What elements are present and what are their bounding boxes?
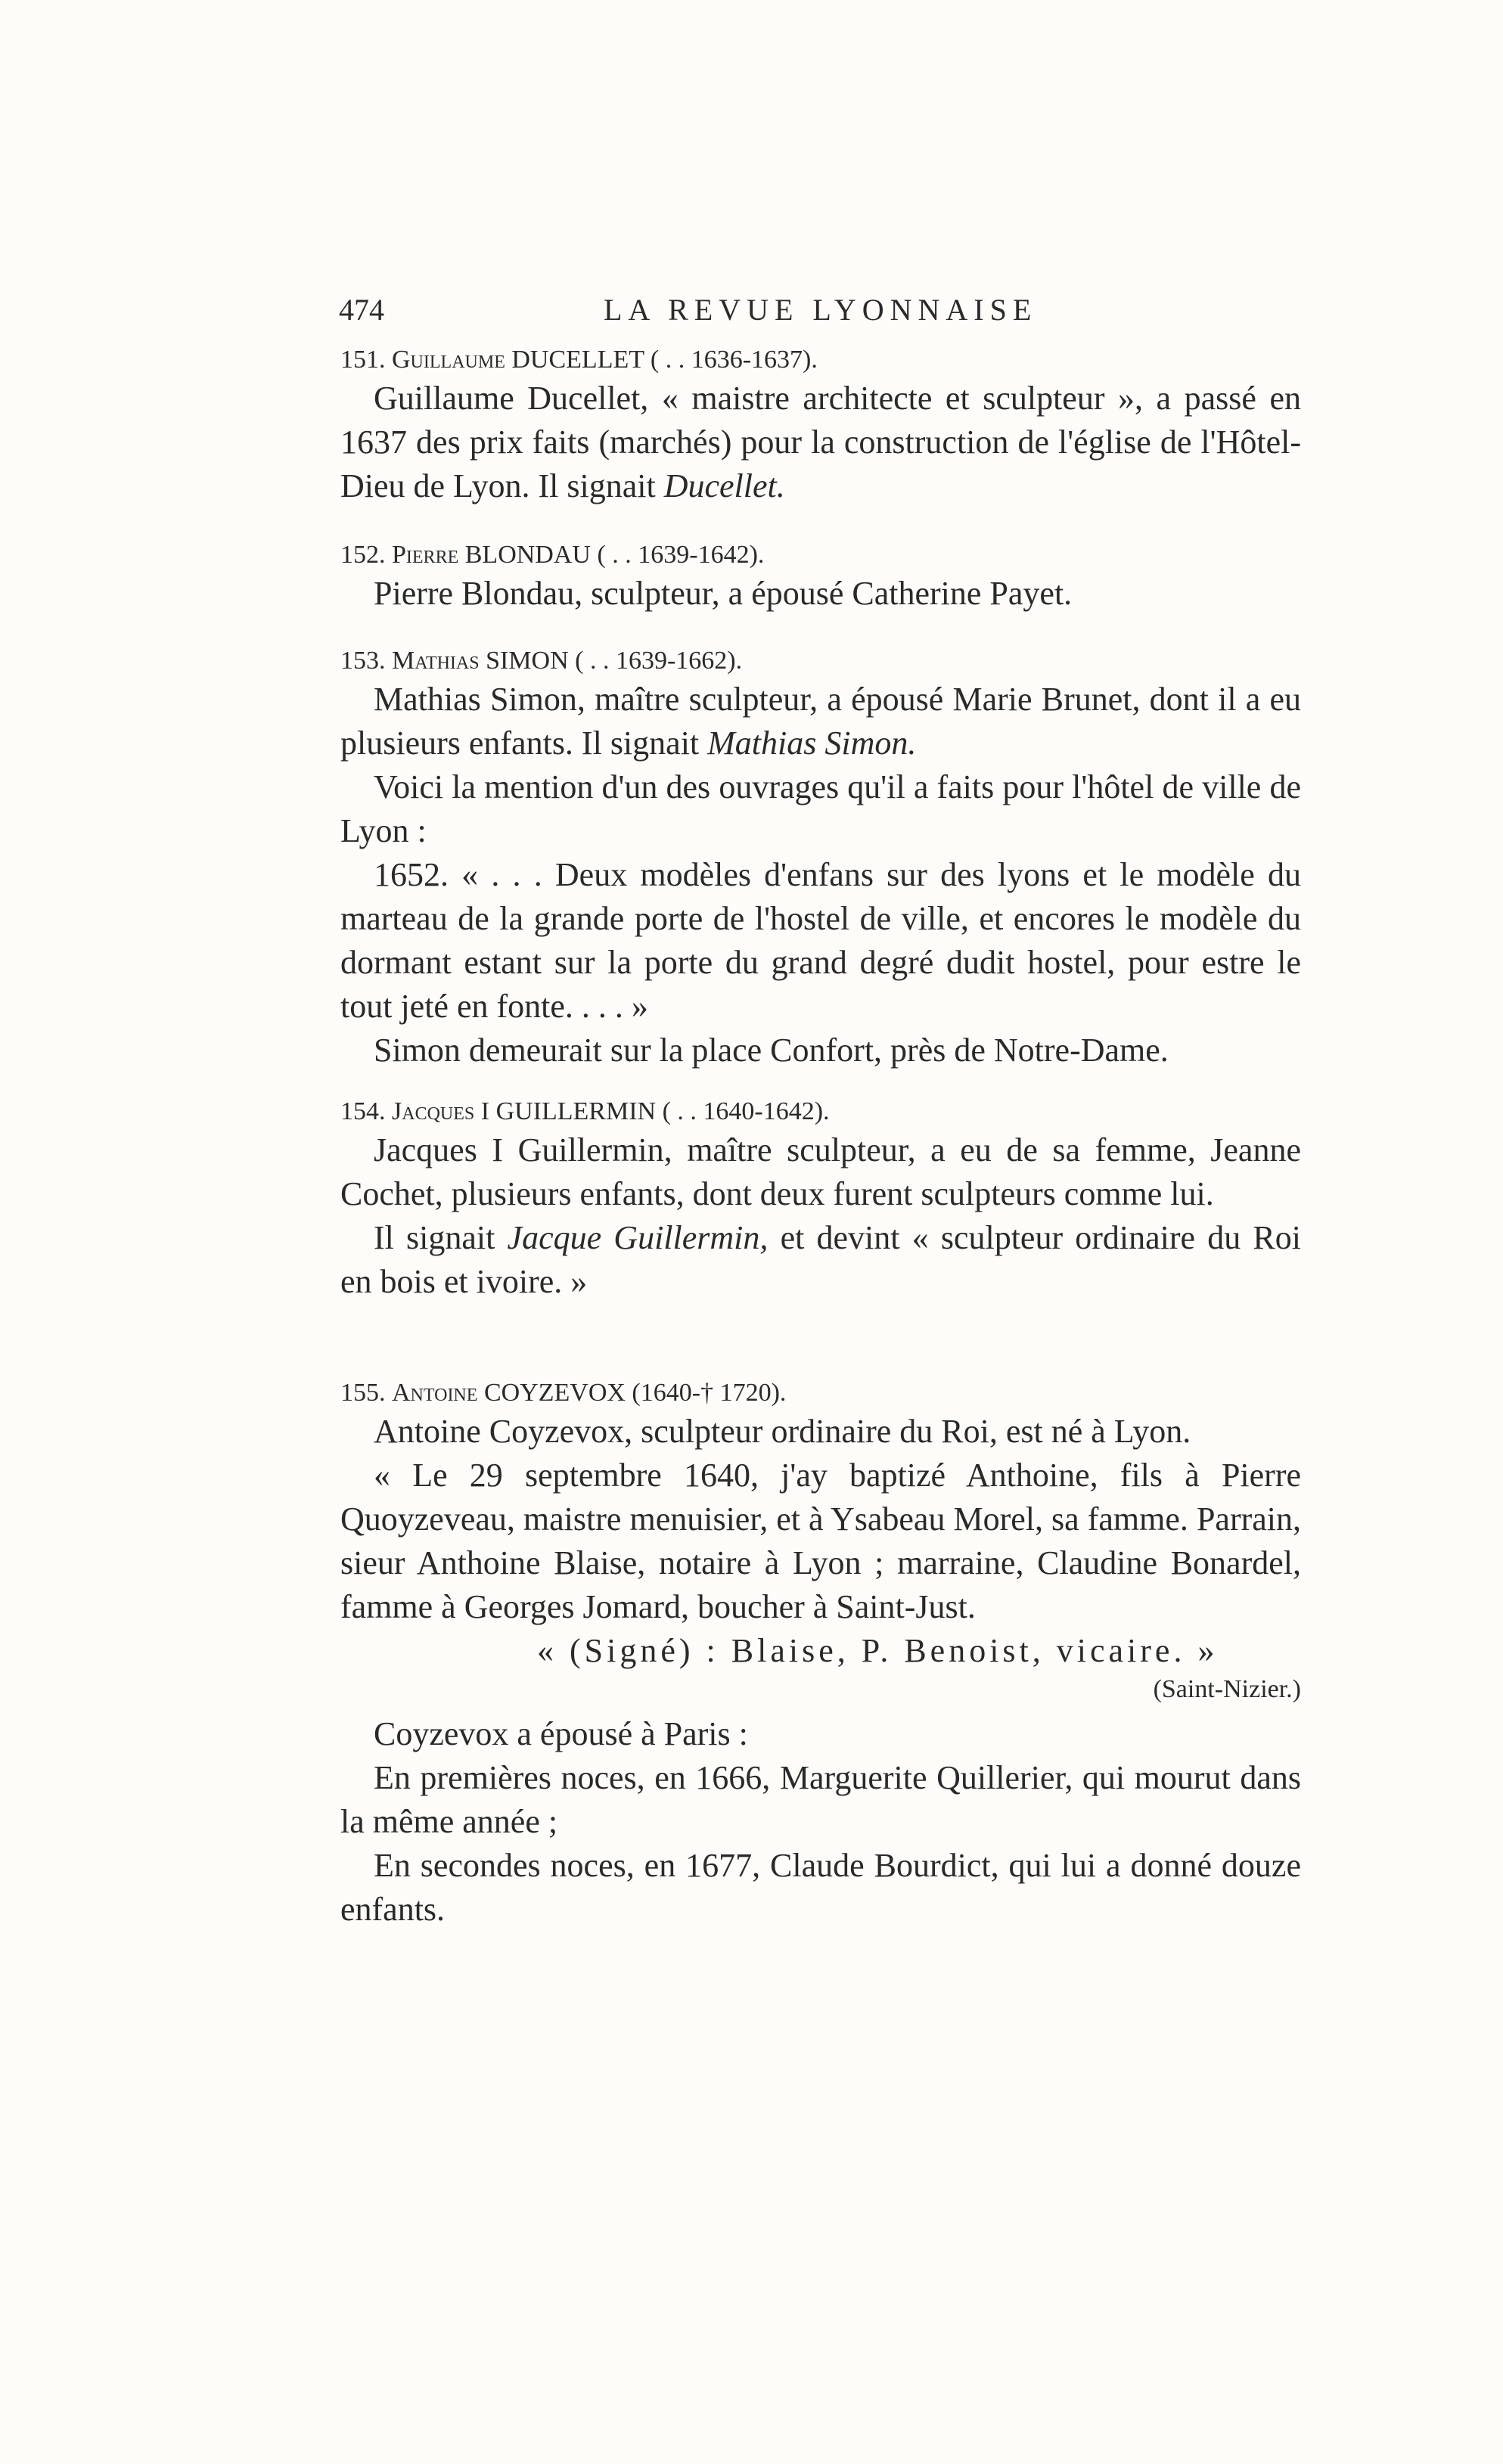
entry-151: [340, 343, 1301, 508]
entry-152: [340, 538, 1301, 616]
signature-line: « (Signé) : Blaise, P. Benoist, vicaire. »: [537, 1632, 1219, 1669]
paragraph: Guillaume Ducellet, « maistre architecte et sculpteur », a passé en 1637 des prix faits (marchés) pour la construction de l'église de l'Hôtel-Dieu de Lyon. Il signait Ducellet.: [340, 380, 1301, 504]
paragraph: 1652. « . . . Deux modèles d'enfans sur des lyons et le modèle du marteau de la grande porte de l'hostel de ville, et encores le modèle du dormant estant sur la porte du grand degré dudit hostel, pour estre le tout jeté en fonte. . . . »: [340, 856, 1301, 1025]
page-number: 474: [339, 293, 384, 327]
paragraph: Il signait Jacque Guillermin, et devint « sculpteur ordinaire du Roi en bois et ivoire. »: [340, 1219, 1301, 1300]
running-title: LA REVUE LYONNAISE: [604, 293, 1038, 327]
source-note: (Saint-Nizier.): [1153, 1675, 1301, 1703]
entry-heading: 155. Antoine COYZEVOX (1640-† 1720).: [340, 1379, 787, 1407]
page-header: [339, 292, 1277, 334]
paragraph: Mathias Simon, maître sculpteur, a épousé Marie Brunet, dont il a eu plusieurs enfants. Il signait Mathias Simon.: [340, 681, 1301, 762]
entry-153: [340, 644, 1301, 1072]
paragraph: Coyzevox a épousé à Paris :: [374, 1715, 748, 1752]
paragraph: En secondes noces, en 1677, Claude Bourdict, qui lui a donné douze enfants.: [340, 1847, 1301, 1928]
entry-heading: 152. Pierre BLONDAU ( . . 1639-1642).: [340, 541, 765, 569]
paragraph: Jacques I Guillermin, maître sculpteur, a eu de sa femme, Jeanne Cochet, plusieurs enfants, dont deux furent sculpteurs comme lui.: [340, 1131, 1301, 1212]
entry-heading: 153. Mathias SIMON ( . . 1639-1662).: [340, 647, 743, 675]
entry-155: [340, 1376, 1301, 1932]
entry-heading: 151. Guillaume DUCELLET ( . . 1636-1637).: [340, 346, 818, 374]
paragraph: En premières noces, en 1666, Marguerite Quillerier, qui mourut dans la même année ;: [340, 1759, 1301, 1840]
paragraph: Pierre Blondau, sculpteur, a épousé Catherine Payet.: [374, 575, 1073, 612]
entry-154: [340, 1095, 1301, 1304]
paragraph: Antoine Coyzevox, sculpteur ordinaire du Roi, est né à Lyon.: [374, 1413, 1191, 1450]
baptism-record: « Le 29 septembre 1640, j'ay baptizé Anthoine, fils à Pierre Quoyzeveau, maistre menuisier, et à Ysabeau Morel, sa famme. Parrain, sieur Anthoine Blaise, notaire à Lyon ; marraine, Claudine Bonardel, famme à Georges Jomard, boucher à Saint-Just.: [340, 1457, 1301, 1625]
entry-heading: 154. Jacques I GUILLERMIN ( . . 1640-1642).: [340, 1097, 830, 1125]
paragraph: Simon demeurait sur la place Confort, près de Notre-Dame.: [374, 1032, 1169, 1069]
paragraph: Voici la mention d'un des ouvrages qu'il a faits pour l'hôtel de ville de Lyon :: [340, 768, 1301, 849]
